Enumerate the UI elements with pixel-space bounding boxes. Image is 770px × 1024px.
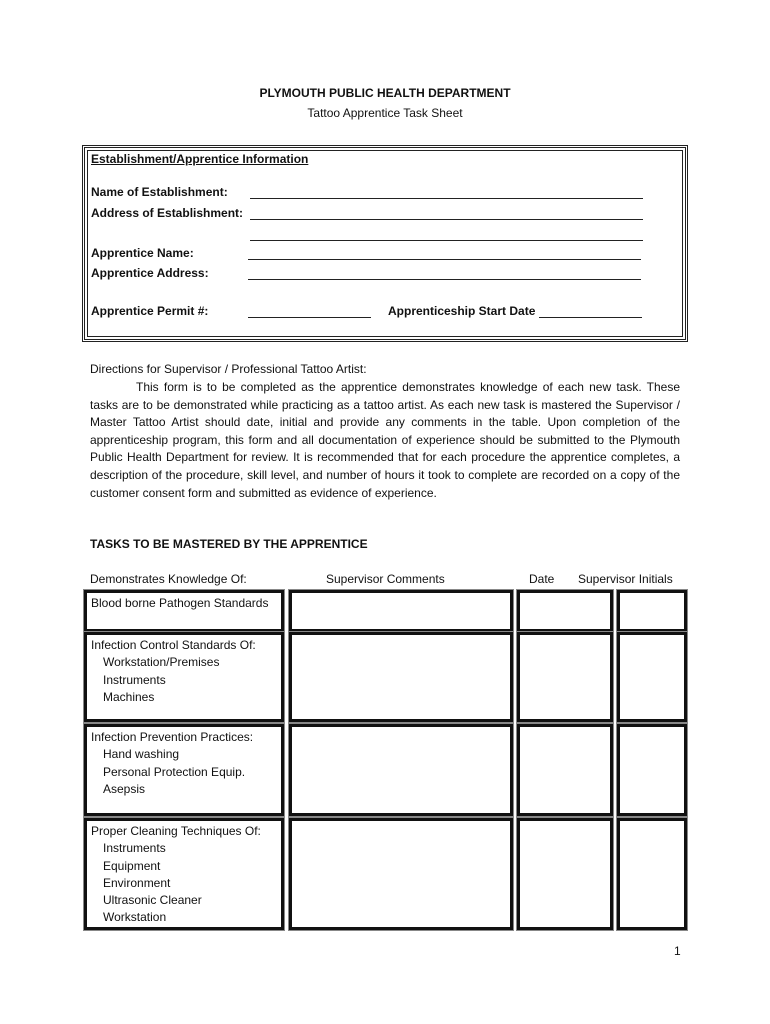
apprentice-address-label: Apprentice Address: [91, 266, 209, 280]
task-item: Hand washing [103, 747, 180, 762]
task-row-2-comments[interactable] [289, 632, 513, 722]
task-item: Workstation [103, 910, 167, 925]
task-row-4-knowledge [84, 818, 284, 930]
task-row-4-comments[interactable] [289, 818, 513, 930]
task-row-1-initials[interactable] [617, 590, 687, 632]
task-item: Instruments [103, 841, 166, 856]
task-row-3-date[interactable] [517, 724, 613, 816]
task-row-2-knowledge [84, 632, 284, 722]
task-row-3-initials[interactable] [617, 724, 687, 816]
establishment-address-field-2[interactable] [250, 240, 643, 241]
task-item: Environment [103, 875, 171, 890]
task-title: Blood borne Pathogen Standards [91, 596, 269, 610]
establishment-name-field[interactable] [250, 198, 643, 199]
apprentice-name-field[interactable] [248, 259, 641, 260]
start-date-label: Apprenticeship Start Date [388, 304, 536, 318]
permit-field[interactable] [248, 317, 371, 318]
tasks-heading: TASKS TO BE MASTERED BY THE APPRENTICE [90, 537, 368, 551]
column-header-date: Date [529, 572, 555, 586]
task-row-1-date[interactable] [517, 590, 613, 632]
task-row-4-date[interactable] [517, 818, 613, 930]
directions-body: This form is to be completed as the apprentice demonstrates knowledge of each new task. These tasks are to be demonstrated while practicing as a tattoo artist. As each new task is mastered the Supervisor / Master Tattoo Artist should date, initial and provide any comments in the table. Upon completion of the apprenticeship program, this form and all documentation of experience should be submitted to the Plymouth Public Health Department for review. It is recommended that for each procedure the apprentice completes, a description of the procedure, skill level, and number of hours it took to complete are recorded on a copy of the customer consent form and submitted as evidence of experience. [90, 380, 680, 500]
task-item: Workstation/Premises [103, 655, 220, 670]
directions-paragraph [90, 379, 680, 502]
task-row-2-initials[interactable] [617, 632, 687, 722]
task-row-2-date[interactable] [517, 632, 613, 722]
column-header-knowledge: Demonstrates Knowledge Of: [90, 572, 247, 586]
directions-heading: Directions for Supervisor / Professional Tattoo Artist: [90, 362, 367, 376]
task-item: Instruments [103, 672, 166, 687]
establishment-name-label: Name of Establishment: [91, 185, 228, 199]
task-row-4-initials[interactable] [617, 818, 687, 930]
form-subtitle: Tattoo Apprentice Task Sheet [307, 106, 463, 120]
start-date-field[interactable] [539, 317, 642, 318]
task-title: Proper Cleaning Techniques Of: [91, 824, 261, 838]
task-title: Infection Control Standards Of: [91, 638, 256, 652]
task-row-3-comments[interactable] [289, 724, 513, 816]
department-title: PLYMOUTH PUBLIC HEALTH DEPARTMENT [259, 86, 511, 100]
task-row-1-knowledge [84, 590, 284, 632]
task-item: Equipment [103, 858, 161, 873]
task-row-3-knowledge [84, 724, 284, 816]
establishment-address-field[interactable] [250, 219, 643, 220]
establishment-address-label: Address of Establishment: [91, 206, 244, 220]
apprentice-address-field[interactable] [248, 279, 641, 280]
apprentice-name-label: Apprentice Name: [91, 246, 194, 260]
task-item: Personal Protection Equip. [103, 764, 246, 779]
task-row-1-comments[interactable] [289, 590, 513, 632]
task-item: Asepsis [103, 781, 146, 796]
task-title: Infection Prevention Practices: [91, 730, 254, 744]
permit-label: Apprentice Permit #: [91, 304, 209, 318]
column-header-initials: Supervisor Initials [578, 572, 673, 586]
column-header-comments: Supervisor Comments [326, 572, 445, 586]
info-heading: Establishment/Apprentice Information [91, 152, 309, 166]
task-item: Ultrasonic Cleaner [103, 893, 202, 908]
task-item: Machines [103, 689, 155, 704]
page-number: 1 [674, 944, 681, 958]
